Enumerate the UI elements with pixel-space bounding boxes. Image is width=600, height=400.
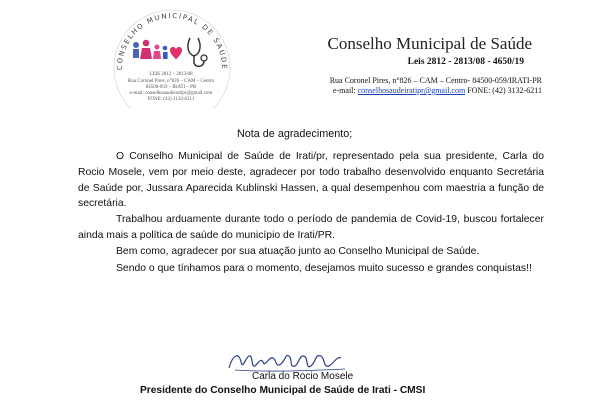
letter-subject: Nota de agradecimento; [237,128,353,140]
logo-laws: LEIS 2812 – 2813/08 [149,72,193,77]
signatory-role: Presidente do Conselho Municipal de Saúde de Irati - CMSI [140,385,426,396]
logo-line: e-mail: conselhosaudeiratipr@gmail.com [129,91,213,96]
org-title: Conselho Municipal de Saúde [327,34,532,53]
family-icon [133,40,182,60]
phone-number: FONE: (42) 3132-6211 [467,86,542,95]
logo-line: FONE: (42) 3132-6211 [147,97,195,102]
paragraph-text: O Conselho Municipal de Saúde de Irati/pr, representado pela sua presidente, Carla do Rocio Mosele, vem por meio deste, agradecer por todo trabalho desenvolvido enquanto Secretária de Saúde por, Jussara Aparecida Kublinski Hassen, a qual desempenhou com maestria a função de secretária. [78,151,544,210]
council-logo [86,6,256,108]
paragraph-text: Bem como, agradecer por sua atuação junto ao Conselho Municipal de Saúde. [116,246,480,257]
paragraph-text: Trabalhou arduamente durante todo o período de pandemia de Covid-19, buscou fortalecer ainda mais a política de saúde do município de Irati/PR. [78,214,544,241]
letter-paragraph [78,212,544,244]
stethoscope-icon [188,38,207,66]
logo-line: Rua Coronel Pires, n°826 – CAM – Centro [127,79,215,84]
logo-arc-text: CONSELHO MUNICIPAL DE SAÚDE [115,11,229,71]
svg-text:CONSELHO MUNICIPAL DE SAÚDE [116,12,228,70]
email-label: e-mail: [332,86,356,95]
org-address: Rua Coronel Pires, n°826 – CAM – Centro- 84500-059/IRATI-PR [329,76,542,85]
paragraph-text: Sendo o que tínhamos para o momento, desejamos muito sucesso e grandes conquistas!! [116,263,532,274]
letter-paragraph [78,244,544,260]
letter-paragraph [78,149,544,212]
org-contact [333,86,542,95]
letter-paragraph [78,261,544,277]
email-link[interactable]: conselhosaudeiratipr@gmail.com [357,86,466,95]
org-laws: Leis 2812 - 2813/08 - 4650/19 [407,57,524,67]
signatory-name: Carla do Rocio Mosele [252,371,354,382]
logo-line: 84500-059 – IRATI – PR [145,85,197,90]
